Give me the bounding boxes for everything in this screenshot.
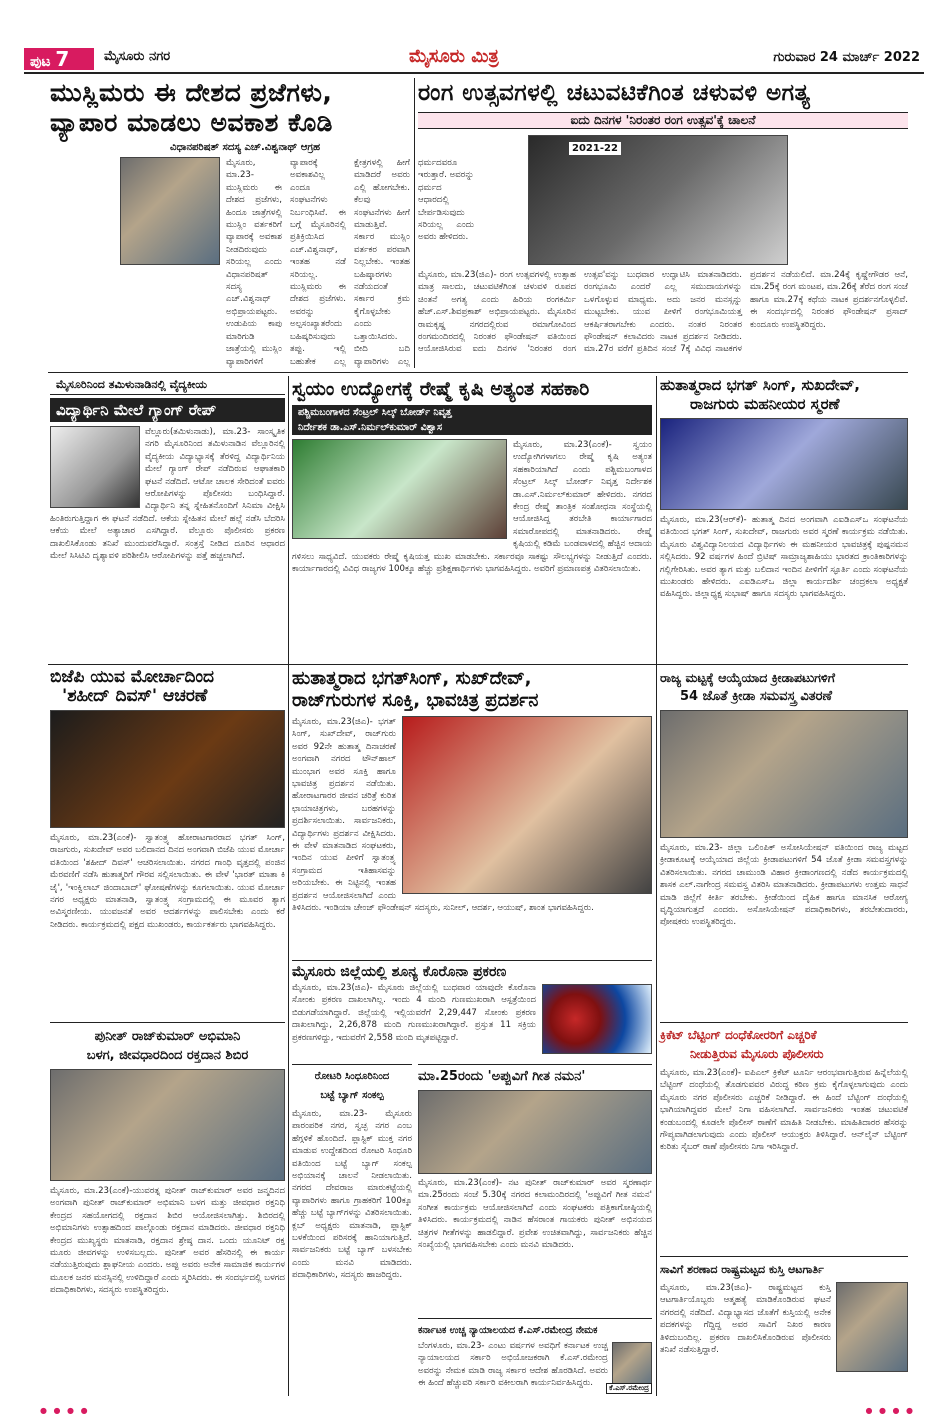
story-theatre-festival bbox=[418, 78, 908, 368]
headline-line2: 'ಶಹೀದ್ ದಿವಸ್' ಆಚರಣೆ bbox=[62, 686, 208, 706]
issue-date: ಗುರುವಾರ 24 ಮಾರ್ಚ್ 2022 bbox=[773, 50, 920, 65]
page-number-badge: ಪುಟ 7 bbox=[24, 48, 94, 70]
kicker-line2: ನಿರ್ದೇಶಕ ಡಾ.ಎಸ್.ನಿರ್ಮಲ್‌ಕುಮಾರ್ ವಿಶ್ವಾಸ bbox=[292, 420, 652, 435]
headline: ಸಾವಿಗೆ ಶರಣಾದ ರಾಷ್ಟ್ರಮಟ್ಟದ ಕುಸ್ತಿ ಆಟಗಾರ್ತಿ bbox=[660, 1263, 824, 1276]
event-photo bbox=[292, 439, 507, 539]
story-body: ಮೈಸೂರು, ಮಾ.23- ಮೈಸೂರು ಪಾರಂಪರಿಕ ನಗರ, ಸ್ವಚ್ಛ ನಗರ ಎಂಬ ಹೆಗ್ಗಳಿಕೆ ಹೊಂದಿದೆ. ಪ್ಲಾಸ್ಟಿಕ್ ಮುಕ್ತ ನಗರ ಮಾಡುವ ಉದ್ದೇಶದಿಂದ ರೋಟರಿ ಸಿಂಧೂರಿ ವತಿಯಿಂದ ಬಟ್ಟೆ ಬ್ಯಾಗ್ ಸಂಕಲ್ಪ ಅಭಿಯಾನಕ್ಕೆ ಚಾಲನೆ ನೀಡಲಾಯಿತು. ನಗರದ ದೇವರಾಜ ಮಾರುಕಟ್ಟೆಯಲ್ಲಿ ವ್ಯಾಪಾರಿಗಳು ಹಾಗೂ ಗ್ರಾಹಕರಿಗೆ 100ಕ್ಕೂ ಹೆಚ್ಚು ಬಟ್ಟೆ ಬ್ಯಾಗ್‌ಗಳನ್ನು ವಿತರಿಸಲಾಯಿತು. ಕ್ಲಬ್ ಅಧ್ಯಕ್ಷರು ಮಾತನಾಡಿ, ಪ್ಲಾಸ್ಟಿಕ್ ಬಳಕೆಯಿಂದ ಪರಿಸರಕ್ಕೆ ಹಾನಿಯಾಗುತ್ತಿದೆ. ಸಾರ್ವಜನಿಕರು ಬಟ್ಟೆ ಬ್ಯಾಗ್ ಬಳಸಬೇಕು ಎಂದು ಮನವಿ ಮಾಡಿದರು. ಪದಾಧಿಕಾರಿಗಳು, ಸದಸ್ಯರು ಹಾಜರಿದ್ದರು. bbox=[292, 1109, 412, 1281]
masthead bbox=[24, 44, 924, 74]
story-body: ಮೈಸೂರು, ಮಾ.23(ಜಿಎ)- ಮೈಸೂರು ಜಿಲ್ಲೆಯಲ್ಲಿ ಬುಧವಾರ ಯಾವುದೇ ಕೊರೊನಾ ಸೋಂಕು ಪ್ರಕರಣ ದಾಖಲಾಗಿಲ್ಲ. ಇಂದು 4 ಮಂದಿ ಗುಣಮುಖರಾಗಿ ಆಸ್ಪತ್ರೆಯಿಂದ ಬಿಡುಗಡೆಯಾಗಿದ್ದಾರೆ. ಜಿಲ್ಲೆಯಲ್ಲಿ ಇಲ್ಲಿಯವರೆಗೆ 2,29,447 ಸೋಂಕು ಪ್ರಕರಣ ದಾಖಲಾಗಿದ್ದು, 2,26,878 ಮಂದಿ ಗುಣಮುಖರಾಗಿದ್ದಾರೆ. ಪ್ರಸ್ತುತ 11 ಸಕ್ರಿಯ ಪ್ರಕರಣಗಳಿದ್ದು, ಇದುವರೆಗೆ 2,558 ಮಂದಿ ಮೃತಪಟ್ಟಿದ್ದಾರೆ. bbox=[292, 983, 536, 1043]
exhibition-photo bbox=[402, 716, 652, 894]
headline: ರಂಗ ಉತ್ಸವಗಳಲ್ಲಿ ಚಟುವಟಿಕೆಗಿಂತ ಚಳುವಳಿ ಅಗತ್ಯ bbox=[418, 80, 811, 106]
kicker: ವಿಧಾನಪರಿಷತ್ ಸದಸ್ಯ ಎಚ್.ವಿಶ್ವನಾಥ್ ಆಗ್ರಹ bbox=[170, 142, 321, 153]
coronavirus-graphic bbox=[542, 984, 652, 1054]
story-body: ಮೈಸೂರು, ಮಾ.23- ಮುಸ್ಲಿಮರು ಈ ದೇಶದ ಪ್ರಜೆಗಳು, ಹಿಂದೂ ಜಾತ್ರೆಗಳಲ್ಲಿ ಮುಸ್ಲಿಂ ವರ್ತಕರಿಗೆ ವ್ಯಾಪಾರಕ್ಕೆ ಅವಕಾಶ ನೀಡದಿರುವುದು ಸರಿಯಲ್ಲ ಎಂದು ವಿಧಾನಪರಿಷತ್ ಸದಸ್ಯ ಎಚ್.ವಿಶ್ವನಾಥ್ ಅಭಿಪ್ರಾಯಪಟ್ಟರು. ಉಡುಪಿಯ ಕಾಪು ಮಾರಿಗುಡಿ ಜಾತ್ರೆಯಲ್ಲಿ ಮುಸ್ಲಿಂ ವ್ಯಾಪಾರಿಗಳಿಗೆ ವ್ಯಾಪಾರಕ್ಕೆ ಅವಕಾಶವಿಲ್ಲ ಎಂದೂ ಸಂಘಟನೆಗಳು ನಿರ್ಬಂಧಿಸಿವೆ. ಈ ಬಗ್ಗೆ ಮೈಸೂರಿನಲ್ಲಿ ಪ್ರತಿಕ್ರಿಯಿಸಿದ ಎಚ್.ವಿಶ್ವನಾಥ್, ಇಂತಹ ನಡೆ ಸರಿಯಲ್ಲ. ಮುಸ್ಲಿಮರು ಈ ದೇಶದ ಪ್ರಜೆಗಳು. ಅವರನ್ನು ಅಲ್ಪಸಂಖ್ಯಾತರೆಂದು ಬಹಿಷ್ಕರಿಸುವುದು ತಪ್ಪು. ಇಲ್ಲಿ ಬಹುತೇಕ ಎಲ್ಲ ಕ್ಷೇತ್ರಗಳಲ್ಲಿ ಹೀಗೆ ಮಾಡಿದರೆ ಅವರು ಎಲ್ಲಿ ಹೋಗಬೇಕು. ಕೆಲವು ಸಂಘಟನೆಗಳು ಹೀಗೆ ಮಾಡುತ್ತಿವೆ. ಸರ್ಕಾರ ಮುಸ್ಲಿಂ ವರ್ತಕರ ಪರವಾಗಿ ನಿಲ್ಲಬೇಕು. ಇಂತಹ ಬಹಿಷ್ಕಾರಗಳು ನಡೆಯದಂತೆ ಸರ್ಕಾರ ಕ್ರಮ ಕೈಗೊಳ್ಳಬೇಕು ಎಂದು ಒತ್ತಾಯಿಸಿದರು. ಬೀದಿ ಬದಿ ವ್ಯಾಪಾರಿಗಳು ಎಲ್ಲ ಧರ್ಮದವರೂ ಇರುತ್ತಾರೆ. ಅವರನ್ನು ಧರ್ಮದ ಆಧಾರದಲ್ಲಿ ಬೇರ್ಪಡಿಸುವುದು ಸರಿಯಲ್ಲ ಎಂದು ಅವರು ಹೇಳಿದರು. bbox=[226, 158, 474, 367]
page-number: 7 bbox=[55, 47, 70, 71]
headline: ವಿದ್ಯಾರ್ಥಿನಿ ಮೇಲೆ ಗ್ಯಾಂಗ್ ರೇಪ್ bbox=[50, 398, 285, 422]
story-body: ಮೈಸೂರು, ಮಾ.23(ಜಿಎ)- ಭಗತ್ ಸಿಂಗ್, ಸುಖ್‌ದೇವ್, ರಾಜ್‌ಗುರು ಅವರ 92ನೇ ಹುತಾತ್ಮ ದಿನಾಚರಣೆ ಅಂಗವಾಗಿ ನಗರದ ಟೌನ್‌ಹಾಲ್ ಮುಂಭಾಗ ಅವರ ಸೂಕ್ತಿ ಹಾಗೂ ಭಾವಚಿತ್ರ ಪ್ರದರ್ಶನ ನಡೆಯಿತು. ಹೋರಾಟಗಾರರ ಜೀವನ ಚರಿತ್ರೆ ಕುರಿತ ಛಾಯಾಚಿತ್ರಗಳು, ಬರಹಗಳನ್ನು ಪ್ರದರ್ಶಿಸಲಾಯಿತು. ಸಾರ್ವಜನಿಕರು, ವಿದ್ಯಾರ್ಥಿಗಳು ಪ್ರದರ್ಶನ ವೀಕ್ಷಿಸಿದರು. ಈ ವೇಳೆ ಮಾತನಾಡಿದ ಸಂಘಟಕರು, ಇಂದಿನ ಯುವ ಪೀಳಿಗೆ ಸ್ವಾತಂತ್ರ್ಯ ಸಂಗ್ರಾಮದ ಇತಿಹಾಸವನ್ನು ಅರಿಯಬೇಕು. ಈ ನಿಟ್ಟಿನಲ್ಲಿ ಇಂತಹ ಪ್ರದರ್ಶನ ಆಯೋಜಿಸಲಾಗಿದೆ ಎಂದು ತಿಳಿಸಿದರು. ಇಂಡಿಯಾ ಚೇಂಜ್ ಫೌಂಡೇಷನ್ ಸದಸ್ಯರು, ಸುನೀಲ್, ಆದರ್ಶ, ಆಯುಷ್, ಶಾಂತ ಭಾಗವಹಿಸಿದ್ದರು. bbox=[292, 717, 594, 914]
story-body: ಮೈಸೂರು, ಮಾ.23(ಜಿಎ)- ರಾಷ್ಟ್ರಮಟ್ಟದ ಕುಸ್ತಿ ಆಟಗಾರ್ತಿಯೊಬ್ಬರು ಆತ್ಮಹತ್ಯೆ ಮಾಡಿಕೊಂಡಿರುವ ಘಟನೆ ನಗರದಲ್ಲಿ ನಡೆದಿದೆ. ವಿದ್ಯಾಭ್ಯಾಸದ ಜೊತೆಗೆ ಕುಸ್ತಿಯಲ್ಲಿ ಅನೇಕ ಪದಕಗಳನ್ನು ಗೆದ್ದಿದ್ದ ಅವರ ಸಾವಿಗೆ ನಿಖರ ಕಾರಣ ತಿಳಿದುಬಂದಿಲ್ಲ. ಪ್ರಕರಣ ದಾಖಲಿಸಿಕೊಂಡಿರುವ ಪೊಲೀಸರು ತನಿಖೆ ನಡೆಸುತ್ತಿದ್ದಾರೆ. bbox=[660, 1283, 831, 1356]
story-wrestler bbox=[660, 1256, 908, 1394]
story-body: ಮೈಸೂರು, ಮಾ.23(ಎಂಕೆ)- ಐಪಿಎಲ್ ಕ್ರಿಕೆಟ್ ಟೂರ್ನಿ ಆರಂಭವಾಗುತ್ತಿರುವ ಹಿನ್ನೆಲೆಯಲ್ಲಿ ಬೆಟ್ಟಿಂಗ್ ದಂಧೆಯಲ್ಲಿ ತೊಡಗುವವರ ವಿರುದ್ಧ ಕಠಿಣ ಕ್ರಮ ಕೈಗೊಳ್ಳಲಾಗುವುದು ಎಂದು ಮೈಸೂರು ನಗರ ಪೊಲೀಸರು ಎಚ್ಚರಿಕೆ ನೀಡಿದ್ದಾರೆ. ಈ ಹಿಂದೆ ಬೆಟ್ಟಿಂಗ್ ದಂಧೆಯಲ್ಲಿ ಭಾಗಿಯಾಗಿದ್ದವರ ಮೇಲೆ ನಿಗಾ ವಹಿಸಲಾಗಿದೆ. ಸಾರ್ವಜನಿಕರು ಇಂತಹ ಚಟುವಟಿಕೆ ಕಂಡುಬಂದಲ್ಲಿ ಕೂಡಲೇ ಪೊಲೀಸ್ ಠಾಣೆಗೆ ಮಾಹಿತಿ ನೀಡಬೇಕು. ಮಾಹಿತಿದಾರರ ಹೆಸರನ್ನು ಗೌಪ್ಯವಾಗಿಡಲಾಗುವುದು ಎಂದು ಪೊಲೀಸ್ ಆಯುಕ್ತರು ತಿಳಿಸಿದ್ದಾರೆ. ಆನ್‌ಲೈನ್ ಬೆಟ್ಟಿಂಗ್ ಕುರಿತು ಸೈಬರ್ ಠಾಣೆ ಪೊಲೀಸರು ನಿಗಾ ಇರಿಸಿದ್ದಾರೆ. bbox=[660, 1068, 908, 1153]
story-body: ಮೈಸೂರು, ಮಾ.23(ಎಂಕೆ)- ಸ್ವಾತಂತ್ರ್ಯ ಹೋರಾಟಗಾರರಾದ ಭಗತ್ ಸಿಂಗ್, ರಾಜಗುರು, ಸುಖದೇವ್ ಅವರ ಬಲಿದಾನದ ದಿನದ ಅಂಗವಾಗಿ ಬಿಜೆಪಿ ಯುವ ಮೋರ್ಚಾ ವತಿಯಿಂದ 'ಶಹೀದ್ ದಿವಸ್' ಆಚರಿಸಲಾಯಿತು. ನಗರದ ಗಾಂಧಿ ವೃತ್ತದಲ್ಲಿ ಪಂಜಿನ ಮೆರವಣಿಗೆ ನಡೆಸಿ ಹುತಾತ್ಮರಿಗೆ ಗೌರವ ಸಲ್ಲಿಸಲಾಯಿತು. ಈ ವೇಳೆ 'ಭಾರತ್ ಮಾತಾ ಕಿ ಜೈ', 'ಇಂಕ್ವಿಲಾಬ್ ಜಿಂದಾಬಾದ್' ಘೋಷಣೆಗಳನ್ನು ಕೂಗಲಾಯಿತು. ಯುವ ಮೋರ್ಚಾ ನಗರ ಅಧ್ಯಕ್ಷರು ಮಾತನಾಡಿ, ಸ್ವಾತಂತ್ರ್ಯ ಸಂಗ್ರಾಮದಲ್ಲಿ ಈ ಮೂವರ ತ್ಯಾಗ ಅವಿಸ್ಮರಣೀಯ. ಯುವಜನತೆ ಅವರ ಆದರ್ಶಗಳನ್ನು ಪಾಲಿಸಬೇಕು ಎಂದು ಕರೆ ನೀಡಿದರು. ಕಾರ್ಯಕ್ರಮದಲ್ಲಿ ಪಕ್ಷದ ಮುಖಂಡರು, ಕಾರ್ಯಕರ್ತರು ಭಾಗವಹಿಸಿದ್ದರು. bbox=[50, 833, 285, 930]
headline-line2: ರಾಜಗುರು ಮಹನೀಯರ ಸ್ಮರಣೆ bbox=[690, 395, 840, 413]
headline: ರಾಜ್ಯ ಮಟ್ಟಕ್ಕೆ ಆಯ್ಕೆಯಾದ ಕ್ರೀಡಾಪಟುಗಳಿಗೆ bbox=[660, 670, 836, 685]
story-body: ವೆಲ್ಲೂರು(ತಮಿಳುನಾಡು), ಮಾ.23- ಸಾಂಸ್ಕೃತಿಕ ನಗರಿ ಮೈಸೂರಿನಿಂದ ತಮಿಳುನಾಡಿನ ವೆಲ್ಲೂರಿನಲ್ಲಿ ವೈದ್ಯಕೀಯ ವಿದ್ಯಾಭ್ಯಾಸಕ್ಕೆ ತೆರಳಿದ್ದ ವಿದ್ಯಾರ್ಥಿನಿಯ ಮೇಲೆ ಗ್ಯಾಂಗ್ ರೇಪ್ ನಡೆದಿರುವ ಆಘಾತಕಾರಿ ಘಟನೆ ನಡೆದಿದೆ. ಆಟೋ ಚಾಲಕ ಸೇರಿದಂತೆ ಐವರು ಆರೋಪಿಗಳನ್ನು ಪೊಲೀಸರು ಬಂಧಿಸಿದ್ದಾರೆ. ವಿದ್ಯಾರ್ಥಿನಿ ತನ್ನ ಸ್ನೇಹಿತನೊಂದಿಗೆ ಸಿನಿಮಾ ವೀಕ್ಷಿಸಿ ಹಿಂತಿರುಗುತ್ತಿದ್ದಾಗ ಈ ಘಟನೆ ನಡೆದಿದೆ. ಆಕೆಯ ಸ್ನೇಹಿತನ ಮೇಲೆ ಹಲ್ಲೆ ನಡೆಸಿ ಬೆದರಿಸಿ ಆಕೆಯ ಮೇಲೆ ಅತ್ಯಾಚಾರ ಎಸಗಿದ್ದಾರೆ. ವೆಲ್ಲೂರು ಪೊಲೀಸರು ಪ್ರಕರಣ ದಾಖಲಿಸಿಕೊಂಡು ತನಿಖೆ ಮುಂದುವರೆಸಿದ್ದಾರೆ. ಸಂತ್ರಸ್ತೆ ನೀಡಿದ ದೂರಿನ ಆಧಾರದ ಮೇಲೆ ಸಿಸಿಟಿವಿ ದೃಶ್ಯಾವಳಿ ಪರಿಶೀಲಿಸಿ ಆರೋಪಿಗಳನ್ನು ಪತ್ತೆ ಹಚ್ಚಲಾಗಿದೆ. bbox=[50, 427, 285, 562]
headline-line2: ಬಳಗ, ಜೀವಧಾರದಿಂದ ರಕ್ತದಾನ ಶಿಬಿರ bbox=[86, 1048, 249, 1063]
subhead: ಐದು ದಿನಗಳ 'ನಿರಂತರ ರಂಗ ಉತ್ಸವ'ಕ್ಕೆ ಚಾಲನೆ bbox=[418, 112, 908, 129]
illustration-photo bbox=[50, 426, 140, 508]
headline: ಕ್ರಿಕೆಟ್ ಬೆಟ್ಟಿಂಗ್ ದಂಧೆಕೋರರಿಗೆ ಎಚ್ಚರಿಕೆ bbox=[660, 1028, 817, 1042]
portrait-caption: ಕೆ.ಎಸ್.ರಮೇಂದ್ರ bbox=[606, 1383, 652, 1394]
story-corona-zero bbox=[292, 960, 652, 1060]
story-shaheed-diwas bbox=[50, 668, 285, 1018]
headline-line2: ರಾಜ್‌ಗುರುಗಳ ಸೂಕ್ತಿ, ಭಾವಚಿತ್ರ ಪ್ರದರ್ಶನ bbox=[292, 690, 539, 711]
headline: ಮಾ.25ರಂದು 'ಅಪ್ಪುವಿಗೆ ಗೀತ ನಮನ' bbox=[418, 1069, 586, 1084]
headline-line2: ನೀಡುತ್ತಿರುವ ಮೈಸೂರು ಪೊಲೀಸರು bbox=[690, 1047, 824, 1061]
story-gang-rape bbox=[50, 376, 285, 662]
headline: ಪುನೀತ್ ರಾಜ್‌ಕುಮಾರ್ ಅಭಿಮಾನಿ bbox=[94, 1029, 241, 1044]
kicker-line1: ಪಶ್ಚಿಮಬಂಗಾಳದ ಸೆಂಟ್ರಲ್ ಸಿಲ್ಕ್ ಬೋರ್ಡ್ ನಿವೃತ್ತ bbox=[292, 405, 652, 420]
registration-marks-bottom: ● ● ● ● bbox=[40, 1406, 90, 1415]
section-name: ಮೈಸೂರು ನಗರ bbox=[104, 49, 171, 64]
story-body: ಬೆಂಗಳೂರು, ಮಾ.23- ಎಂಟು ವರ್ಷಗಳ ಅವಧಿಗೆ ಕರ್ನಾಟಕ ಉಚ್ಚ ನ್ಯಾಯಾಲಯದ ಸರ್ಕಾರಿ ಅಭಿಯೋಜಕರಾಗಿ ಕೆ.ಎಸ್.ರಮೇಂದ್ರ ಅವರನ್ನು ನೇಮಕ ಮಾಡಿ ರಾಜ್ಯ ಸರ್ಕಾರ ಆದೇಶ ಹೊರಡಿಸಿದೆ. ಅವರು ಈ ಹಿಂದೆ ಹೆಚ್ಚುವರಿ ಸರ್ಕಾರಿ ವಕೀಲರಾಗಿ ಕಾರ್ಯನಿರ್ವಹಿಸಿದ್ದರು. bbox=[418, 1341, 608, 1389]
story-cricket-betting bbox=[660, 1022, 908, 1252]
story-appu-geetha-namana bbox=[418, 1064, 652, 1314]
story-cloth-bag bbox=[292, 1064, 412, 1394]
headline-line2: ವ್ಯಾಪಾರ ಮಾಡಲು ಅವಕಾಶ ಕೊಡಿ bbox=[50, 108, 333, 137]
press-meet-photo bbox=[418, 1090, 652, 1174]
story-sports-uniforms bbox=[660, 668, 908, 1018]
headline: ರೋಟರಿ ಸಿಂಧೂರಿನಿಂದ bbox=[314, 1071, 390, 1082]
story-martyrs-remembrance bbox=[660, 376, 908, 662]
story-body: ಮೈಸೂರು, ಮಾ.23- ಜಿಲ್ಲಾ ಒಲಿಂಪಿಕ್ ಅಸೋಸಿಯೇಷನ್ ವತಿಯಿಂದ ರಾಜ್ಯ ಮಟ್ಟದ ಕ್ರೀಡಾಕೂಟಕ್ಕೆ ಆಯ್ಕೆಯಾದ ಜಿಲ್ಲೆಯ ಕ್ರೀಡಾಪಟುಗಳಿಗೆ 54 ಜೊತೆ ಕ್ರೀಡಾ ಸಮವಸ್ತ್ರಗಳನ್ನು ವಿತರಿಸಲಾಯಿತು. ನಗರದ ಚಾಮುಂಡಿ ವಿಹಾರ ಕ್ರೀಡಾಂಗಣದಲ್ಲಿ ನಡೆದ ಕಾರ್ಯಕ್ರಮದಲ್ಲಿ ಶಾಸಕ ಎಲ್.ನಾಗೇಂದ್ರ ಸಮವಸ್ತ್ರ ವಿತರಿಸಿ ಮಾತನಾಡಿದರು. ಕ್ರೀಡಾಪಟುಗಳು ಉತ್ತಮ ಸಾಧನೆ ಮಾಡಿ ಜಿಲ್ಲೆಗೆ ಕೀರ್ತಿ ತರಬೇಕು. ಕ್ರೀಡೆಯಿಂದ ದೈಹಿಕ ಹಾಗೂ ಮಾನಸಿಕ ಆರೋಗ್ಯ ವೃದ್ಧಿಯಾಗುತ್ತದೆ ಎಂದರು. ಅಸೋಸಿಯೇಷನ್ ಪದಾಧಿಕಾರಿಗಳು, ತರಬೇತುದಾರರು, ಪೋಷಕರು ಉಪಸ್ಥಿತರಿದ್ದರು. bbox=[660, 843, 908, 928]
headline: ಮುಸ್ಲಿಮರು ಈ ದೇಶದ ಪ್ರಜೆಗಳು, bbox=[50, 78, 333, 107]
headline: ಹುತಾತ್ಮರಾದ ಭಗತ್ ಸಿಂಗ್, ಸುಖದೇವ್, bbox=[660, 376, 860, 394]
story-high-court-appointment bbox=[418, 1318, 652, 1394]
story-blood-donation bbox=[50, 1022, 285, 1392]
paper-logo: ಮೈಸೂರು ಮಿತ್ರ bbox=[409, 46, 499, 67]
kicker: ಮೈಸೂರಿನಿಂದ ತಮಿಳುನಾಡಿನಲ್ಲಿ ವೈದ್ಯಕೀಯ bbox=[50, 376, 285, 395]
uniform-distribution-photo bbox=[660, 710, 908, 838]
headline: ಸ್ವಯಂ ಉದ್ಯೋಗಕ್ಕೆ ರೇಷ್ಮೆ ಕೃಷಿ ಅತ್ಯಂತ ಸಹಕಾರಿ bbox=[292, 378, 590, 400]
headline: ಹುತಾತ್ಮರಾದ ಭಗತ್‌ಸಿಂಗ್, ಸುಖ್‌ದೇವ್, bbox=[292, 668, 532, 689]
headline: ಬಿಜೆಪಿ ಯುವ ಮೋರ್ಚಾದಿಂದ bbox=[50, 667, 215, 687]
portrait-photo bbox=[120, 157, 220, 265]
story-photo-exhibition bbox=[292, 668, 652, 958]
story-silk-farming bbox=[292, 376, 652, 662]
story-body: ಮೈಸೂರು, ಮಾ.23(ಎಂಕೆ)-ಯುವರತ್ನ ಪುನೀತ್ ರಾಜ್‌ಕುಮಾರ್ ಅವರ ಜನ್ಮದಿನದ ಅಂಗವಾಗಿ ಪುನೀತ್ ರಾಜ್‌ಕುಮಾರ್ ಅಭಿಮಾನಿ ಬಳಗ ಮತ್ತು ಜೀವಧಾರ ರಕ್ತನಿಧಿ ಕೇಂದ್ರದ ಸಹಯೋಗದಲ್ಲಿ ರಕ್ತದಾನ ಶಿಬಿರ ಆಯೋಜಿಸಲಾಗಿತ್ತು. ಶಿಬಿರದಲ್ಲಿ ಅಭಿಮಾನಿಗಳು ಉತ್ಸಾಹದಿಂದ ಪಾಲ್ಗೊಂಡು ರಕ್ತದಾನ ಮಾಡಿದರು. ಜೀವಧಾರ ರಕ್ತನಿಧಿ ಕೇಂದ್ರದ ಮುಖ್ಯಸ್ಥರು ಮಾತನಾಡಿ, ರಕ್ತದಾನ ಶ್ರೇಷ್ಠ ದಾನ. ಒಂದು ಯೂನಿಟ್ ರಕ್ತ ಮೂರು ಜೀವಗಳನ್ನು ಉಳಿಸಬಲ್ಲದು. ಪುನೀತ್ ಅವರ ಹೆಸರಿನಲ್ಲಿ ಈ ಕಾರ್ಯ ನಡೆಯುತ್ತಿರುವುದು ಶ್ಲಾಘನೀಯ ಎಂದರು. ಅಪ್ಪು ಅವರು ಅನೇಕ ಸಾಮಾಜಿಕ ಕಾರ್ಯಗಳ ಮೂಲಕ ಜನರ ಮನಸ್ಸಿನಲ್ಲಿ ಉಳಿದಿದ್ದಾರೆ ಎಂದು ಸ್ಮರಿಸಿದರು. ಈ ಸಂದರ್ಭದಲ್ಲಿ ಬಳಗದ ಪದಾಧಿಕಾರಿಗಳು, ಸದಸ್ಯರು ಉಪಸ್ಥಿತರಿದ್ದರು. bbox=[50, 1186, 285, 1296]
headline: ಕರ್ನಾಟಕ ಉಚ್ಚ ನ್ಯಾಯಾಲಯದ ಕೆ.ಎಸ್.ರಮೇಂದ್ರ ನೇಮಕ bbox=[418, 1325, 598, 1336]
story-body: ಮೈಸೂರು, ಮಾ.23(ಎಂಕೆ)- ನಟ ಪುನೀತ್ ರಾಜ್‌ಕುಮಾರ್ ಅವರ ಸ್ಮರಣಾರ್ಥ ಮಾ.25ರಂದು ಸಂಜೆ 5.30ಕ್ಕೆ ನಗರದ ಕಲಾಮಂದಿರದಲ್ಲಿ 'ಅಪ್ಪುವಿಗೆ ಗೀತ ನಮನ' ಸಂಗೀತ ಕಾರ್ಯಕ್ರಮ ಆಯೋಜಿಸಲಾಗಿದೆ ಎಂದು ಸಂಘಟಕರು ಪತ್ರಿಕಾಗೋಷ್ಠಿಯಲ್ಲಿ ತಿಳಿಸಿದರು. ಕಾರ್ಯಕ್ರಮದಲ್ಲಿ ನಾಡಿನ ಹೆಸರಾಂತ ಗಾಯಕರು ಪುನೀತ್ ಅಭಿನಯದ ಚಿತ್ರಗಳ ಗೀತೆಗಳನ್ನು ಹಾಡಲಿದ್ದಾರೆ. ಪ್ರವೇಶ ಉಚಿತವಾಗಿದ್ದು, ಸಾರ್ವಜನಿಕರು ಹೆಚ್ಚಿನ ಸಂಖ್ಯೆಯಲ್ಲಿ ಭಾಗವಹಿಸಬೇಕು ಎಂದು ಮನವಿ ಮಾಡಿದರು. bbox=[418, 1178, 652, 1251]
headline-line2: ಬಟ್ಟೆ ಬ್ಯಾಗ್ ಸಂಕಲ್ಪ bbox=[320, 1090, 384, 1101]
registration-marks-bottom-right: ● ● ● ● bbox=[865, 1406, 915, 1415]
torch-rally-photo bbox=[50, 710, 285, 828]
stage-banner-year: 2021-22 bbox=[569, 142, 621, 155]
story-body: ಮೈಸೂರು, ಮಾ.23(ಎಂಕೆ)- ಸ್ವಯಂ ಉದ್ಯೋಗಿಗಳಾಗಲು ರೇಷ್ಮೆ ಕೃಷಿ ಅತ್ಯಂತ ಸಹಕಾರಿಯಾಗಿದೆ ಎಂದು ಪಶ್ಚಿಮಬಂಗಾಳದ ಸೆಂಟ್ರಲ್ ಸಿಲ್ಕ್ ಬೋರ್ಡ್ ನಿವೃತ್ತ ನಿರ್ದೇಶಕ ಡಾ.ಎಸ್.ನಿರ್ಮಲ್‌ಕುಮಾರ್ ಹೇಳಿದರು. ನಗರದ ಕೇಂದ್ರ ರೇಷ್ಮೆ ತಾಂತ್ರಿಕ ಸಂಶೋಧನಾ ಸಂಸ್ಥೆಯಲ್ಲಿ ಆಯೋಜಿಸಿದ್ದ ತರಬೇತಿ ಕಾರ್ಯಾಗಾರದ ಸಮಾರೋಪದಲ್ಲಿ ಮಾತನಾಡಿದರು. ರೇಷ್ಮೆ ಕೃಷಿಯಲ್ಲಿ ಕಡಿಮೆ ಬಂಡವಾಳದಲ್ಲಿ ಹೆಚ್ಚಿನ ಆದಾಯ ಗಳಿಸಲು ಸಾಧ್ಯವಿದೆ. ಯುವಕರು ರೇಷ್ಮೆ ಕೃಷಿಯತ್ತ ಮುಖ ಮಾಡಬೇಕು. ಸರ್ಕಾರವೂ ಸಾಕಷ್ಟು ಸೌಲಭ್ಯಗಳನ್ನು ನೀಡುತ್ತಿದೆ ಎಂದರು. ಕಾರ್ಯಾಗಾರದಲ್ಲಿ ವಿವಿಧ ರಾಜ್ಯಗಳ 100ಕ್ಕೂ ಹೆಚ್ಚು ಪ್ರಶಿಕ್ಷಣಾರ್ಥಿಗಳು ಭಾಗವಹಿಸಿದ್ದರು. ಅವರಿಗೆ ಪ್ರಮಾಣಪತ್ರ ವಿತರಿಸಲಾಯಿತು. bbox=[292, 440, 652, 575]
stage-photo bbox=[528, 135, 788, 265]
portrait-photo bbox=[836, 1282, 908, 1372]
story-body: ಮೈಸೂರು, ಮಾ.23(ಜಿಎ)- ರಂಗ ಉತ್ಸವಗಳಲ್ಲಿ ಉತ್ಸಾಹ ಮಾತ್ರ ಸಾಲದು, ಚಟುವಟಿಕೆಗಿಂತ ಚಳುವಳಿ ರೂಪದ ಚಿಂತನೆ ಅಗತ್ಯ ಎಂದು ಹಿರಿಯ ರಂಗಕರ್ಮಿ ಹೆಚ್.ಎಸ್.ಶಿವಪ್ರಕಾಶ್ ಅಭಿಪ್ರಾಯಪಟ್ಟರು. ಮೈಸೂರಿನ ರಾಮಕೃಷ್ಣ ನಗರದಲ್ಲಿರುವ ರಮಾಗೋವಿಂದ ರಂಗಮಂದಿರದಲ್ಲಿ ನಿರಂತರ ಫೌಂಡೇಷನ್ ವತಿಯಿಂದ ಆಯೋಜಿಸಿರುವ ಐದು ದಿನಗಳ 'ನಿರಂತರ ರಂಗ ಉತ್ಸವ'ವನ್ನು ಬುಧವಾರ ಉದ್ಘಾಟಿಸಿ ಮಾತನಾಡಿದರು. ರಂಗಭೂಮಿ ಎಂದರೆ ಎಲ್ಲ ಸಮುದಾಯಗಳನ್ನು ಒಳಗೊಳ್ಳುವ ಮಾಧ್ಯಮ. ಅದು ಜನರ ಮನಸ್ಸನ್ನು ಮುಟ್ಟಬೇಕು. ಯುವ ಪೀಳಿಗೆ ರಂಗಭೂಮಿಯತ್ತ ಆಕರ್ಷಿತರಾಗಬೇಕು ಎಂದರು. ನಂತರ ನಿರಂತರ ಫೌಂಡೇಷನ್ ಕಲಾವಿದರು ನಾಟಕ ಪ್ರದರ್ಶನ ನೀಡಿದರು. ಮಾ.27ರ ವರೆಗೆ ಪ್ರತಿದಿನ ಸಂಜೆ 7ಕ್ಕೆ ವಿವಿಧ ನಾಟಕಗಳ ಪ್ರದರ್ಶನ ನಡೆಯಲಿದೆ. ಮಾ.24ಕ್ಕೆ ಕೃಷ್ಣೇಗೌಡರ ಆನೆ, ಮಾ.25ಕ್ಕೆ ರಂಗ ಮಂಟಪ, ಮಾ.26ಕ್ಕೆ ತೆರೆದ ರಂಗ ಸಂಜೆ ಹಾಗೂ ಮಾ.27ಕ್ಕೆ ಕಥೆಯ ನಾಟಕ ಪ್ರದರ್ಶನಗೊಳ್ಳಲಿವೆ. ಈ ಸಂದರ್ಭದಲ್ಲಿ ನಿರಂತರ ಫೌಂಡೇಷನ್ ಪ್ರಸಾದ್ ಕುಂದೂರು ಉಪಸ್ಥಿತರಿದ್ದರು. bbox=[418, 270, 908, 355]
headline-line2: 54 ಜೊತೆ ಕ್ರೀಡಾ ಸಮವಸ್ತ್ರ ವಿತರಣೆ bbox=[680, 689, 833, 704]
story-muslim-traders bbox=[50, 78, 474, 368]
story-body: ಮೈಸೂರು, ಮಾ.23(ಆರ್‌ಕೆ)- ಹುತಾತ್ಮ ದಿನದ ಅಂಗವಾಗಿ ಎಐಡಿಎಸ್‌ಒ ಸಂಘಟನೆಯ ವತಿಯಿಂದ ಭಗತ್ ಸಿಂಗ್, ಸುಖದೇವ್, ರಾಜಗುರು ಅವರ ಸ್ಮರಣೆ ಕಾರ್ಯಕ್ರಮ ನಡೆಯಿತು. ಮೈಸೂರು ವಿಶ್ವವಿದ್ಯಾನಿಲಯದ ವಿದ್ಯಾರ್ಥಿಗಳು ಈ ಮಹನೀಯರ ಭಾವಚಿತ್ರಕ್ಕೆ ಪುಷ್ಪನಮನ ಸಲ್ಲಿಸಿದರು. 92 ವರ್ಷಗಳ ಹಿಂದೆ ಬ್ರಿಟಿಷ್ ಸಾಮ್ರಾಜ್ಯಶಾಹಿಯು ಭಾರತದ ಕ್ರಾಂತಿಕಾರಿಗಳನ್ನು ಗಲ್ಲಿಗೇರಿಸಿತು. ಅವರ ತ್ಯಾಗ ಮತ್ತು ಬಲಿದಾನ ಇಂದಿನ ಪೀಳಿಗೆಗೆ ಸ್ಫೂರ್ತಿ ಎಂದು ಸಂಘಟನೆಯ ಮುಖಂಡರು ಹೇಳಿದರು. ಎಐಡಿಎಸ್‌ಒ ಜಿಲ್ಲಾ ಕಾರ್ಯದರ್ಶಿ ಚಂದ್ರಕಲಾ ಅಧ್ಯಕ್ಷತೆ ವಹಿಸಿದ್ದರು. ಜಿಲ್ಲಾಧ್ಯಕ್ಷ ಸುಭಾಷ್ ಹಾಗೂ ಸದಸ್ಯರು ಭಾಗವಹಿಸಿದ್ದರು. bbox=[660, 515, 908, 600]
headline: ಮೈಸೂರು ಜಿಲ್ಲೆಯಲ್ಲಿ ಶೂನ್ಯ ಕೊರೊನಾ ಪ್ರಕರಣ bbox=[292, 964, 507, 980]
blood-donation-photo bbox=[50, 1069, 285, 1181]
students-photo bbox=[660, 418, 908, 510]
